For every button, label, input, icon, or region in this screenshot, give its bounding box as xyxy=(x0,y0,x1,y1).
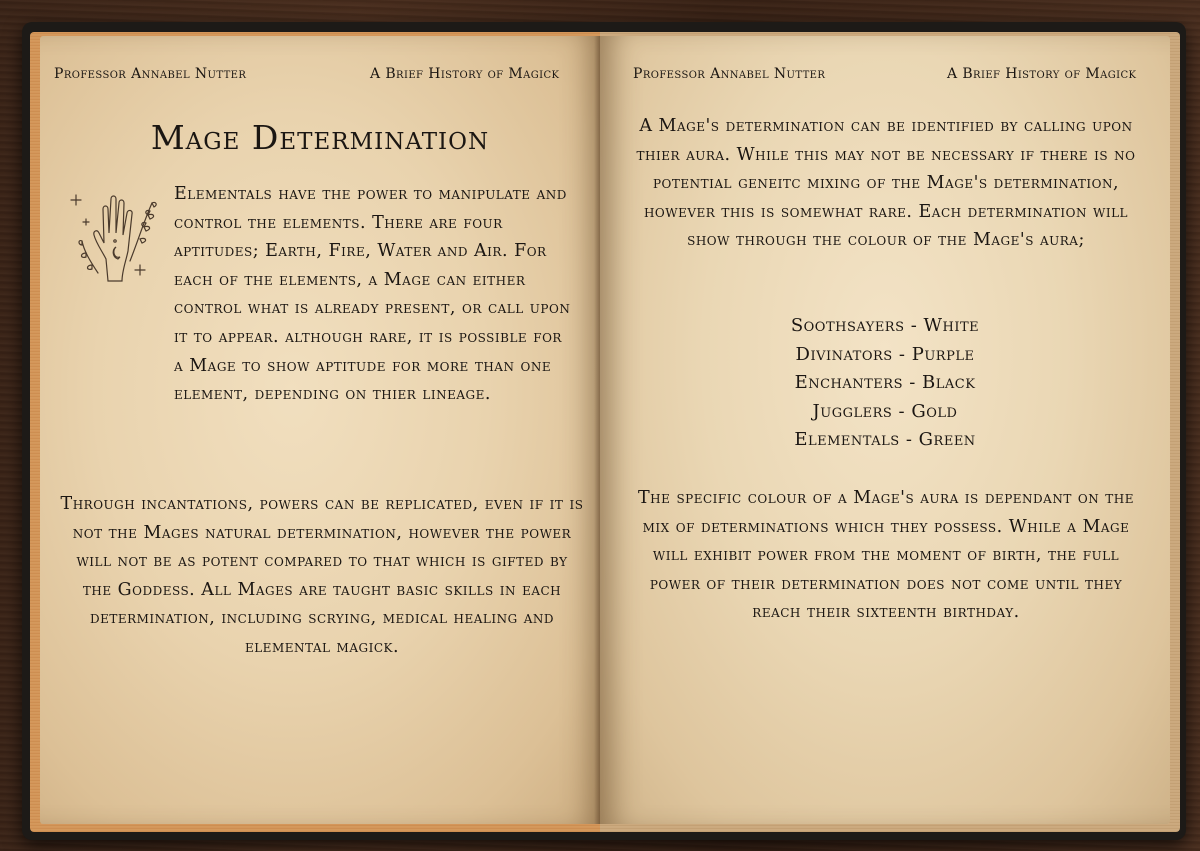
aura-list-item: Enchanters - Black xyxy=(794,372,976,394)
aura-list-item: Soothsayers - White xyxy=(790,315,980,336)
aura-list-item: Divinators - Purple xyxy=(795,343,975,365)
right-paragraph-1: A Mage's determination can be identified by calling upon thier aura. While this may not be necessary if there is no potential geneitc mixing of the Mage's determination, however this is somewhat rare. Each determination will show through the colour of the Mage's aura; xyxy=(636,116,1136,251)
right-paragraph-2: The specific colour of a Mage's aura is dependant on the mix of determinations which they possess. While a Mage will exhibit power from the moment of birth, the full power of their determination does not come until they reach their sixteenth birthday. xyxy=(637,488,1135,623)
left-paragraph-1: Elementals have the power to manipulate and control the elements. There are four aptitudes; Earth, Fire, Water and Air. For each of the elements, a Mage can either control what is already present, or call upon it to appear. although rare, it is possible for a Mage to show aptitude for more than one element, depending on thier lineage. xyxy=(174,184,571,405)
left-paragraph-2: Through incantations, powers can be replicated, even if it is not the Mages natural determination, however the power will not be as potent compared to that which is gifted by the Goddess. All Mages are taught basic skills in each determination, including scrying, medical healing and elemental magick. xyxy=(60,494,584,657)
aura-list-item: Elementals - Green xyxy=(794,429,976,451)
left-page xyxy=(40,36,600,824)
right-header-author: Professor Annabel Nutter xyxy=(633,66,826,82)
aura-list-item: Jugglers - Gold xyxy=(812,400,958,422)
right-page xyxy=(600,36,1170,824)
left-header-author: Professor Annabel Nutter xyxy=(54,66,247,82)
left-header-title: A Brief History of Magick xyxy=(370,66,560,82)
hand-with-moon-icon xyxy=(68,181,164,291)
right-header-title: A Brief History of Magick xyxy=(947,66,1137,82)
aura-list xyxy=(600,312,1170,455)
chapter-title: Mage Determination xyxy=(150,118,490,157)
